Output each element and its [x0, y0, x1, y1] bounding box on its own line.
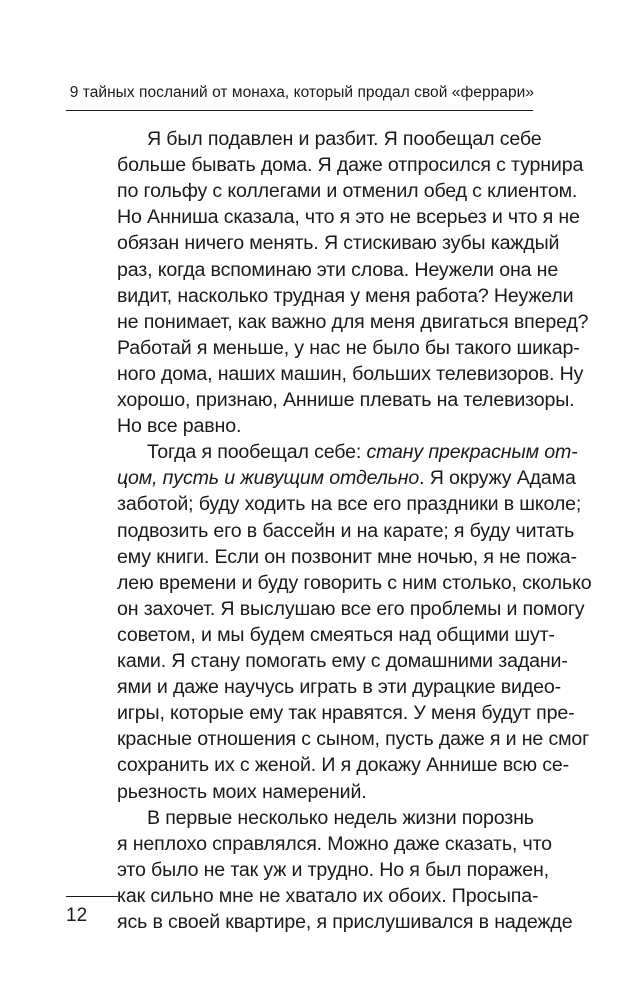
text-line: лею времени и буду говорить с ним столько, сколько — [117, 571, 592, 594]
footer-rule — [66, 896, 118, 897]
text-line: больше бывать дома. Я даже отпросился с турнира — [117, 154, 584, 177]
running-header: 9 тайных посланий от монаха, который продал свой «феррари» — [69, 84, 534, 101]
header-rule — [66, 110, 533, 111]
text-line — [117, 465, 576, 491]
italic-span: цом, пусть и живущим отдельно — [117, 467, 420, 490]
text-line: ного дома, наших машин, больших телевизоров. Ну — [117, 362, 584, 385]
text-line: раз, когда вспоминаю эти слова. Неужели она не — [117, 258, 559, 281]
text-line: Работай я меньше, у нас не было бы такого шикар- — [117, 336, 580, 359]
text-line: ему книги. Если он позвонит мне ночью, я не пожа- — [117, 545, 577, 568]
text-line: я неплохо справлялся. Можно даже сказать, что — [117, 832, 552, 855]
text-line: не понимает, как важно для меня двигаться вперед? — [117, 310, 589, 333]
text-line: советом, и мы будем смеяться над общими шут- — [117, 623, 555, 646]
page-number: 12 — [66, 905, 88, 926]
text-line: обязан ничего менять. Я стискиваю зубы каждый — [117, 232, 560, 255]
text-line: рьезность моих намерений. — [117, 780, 367, 803]
text-line — [147, 439, 578, 465]
text-line: заботой; буду ходить на все его праздники в школе; — [117, 493, 582, 516]
text-line: красные отношения с сыном, пусть даже я и не смог — [117, 728, 590, 751]
text-line: Но Анниша сказала, что я это не всерьез и что я не — [117, 206, 580, 229]
text-line: подвозить его в бассейн и на карате; я буду читать — [117, 519, 575, 542]
text-line: игры, которые ему так нравятся. У меня будут пре- — [117, 702, 575, 725]
text-line: сохранить их с женой. И я докажу Аннише всю се- — [117, 754, 570, 777]
text-line: В первые несколько недель жизни порознь — [147, 806, 534, 829]
text-span: Тогда я пообещал себе: — [147, 441, 367, 464]
text-line: Но все равно. — [117, 415, 242, 438]
text-line: видит, насколько трудная у меня работа? Неужели — [117, 284, 574, 307]
text-line: ясь в своей квартире, я прислушивался в надежде — [117, 911, 573, 933]
text-line: как сильно мне не хватало их обоих. Просыпа- — [117, 884, 539, 907]
text-line: по гольфу с коллегами и отменил обед с клиентом. — [117, 180, 578, 203]
text-line: Я был подавлен и разбит. Я пообещал себе — [147, 128, 542, 150]
text-span: . Я окружу Адама — [419, 467, 576, 490]
text-line: он захочет. Я выслушаю все его проблемы и помогу — [117, 597, 585, 620]
text-line: ками. Я стану помогать ему с домашними задани- — [117, 650, 568, 672]
text-line: это было не так уж и трудно. Но я был поражен, — [117, 858, 549, 881]
italic-span: стану прекрасным от- — [366, 441, 578, 464]
text-line: ями и даже научусь играть в эти дурацкие видео- — [117, 676, 561, 699]
text-line: хорошо, признаю, Аннише плевать на телевизоры. — [117, 389, 575, 411]
